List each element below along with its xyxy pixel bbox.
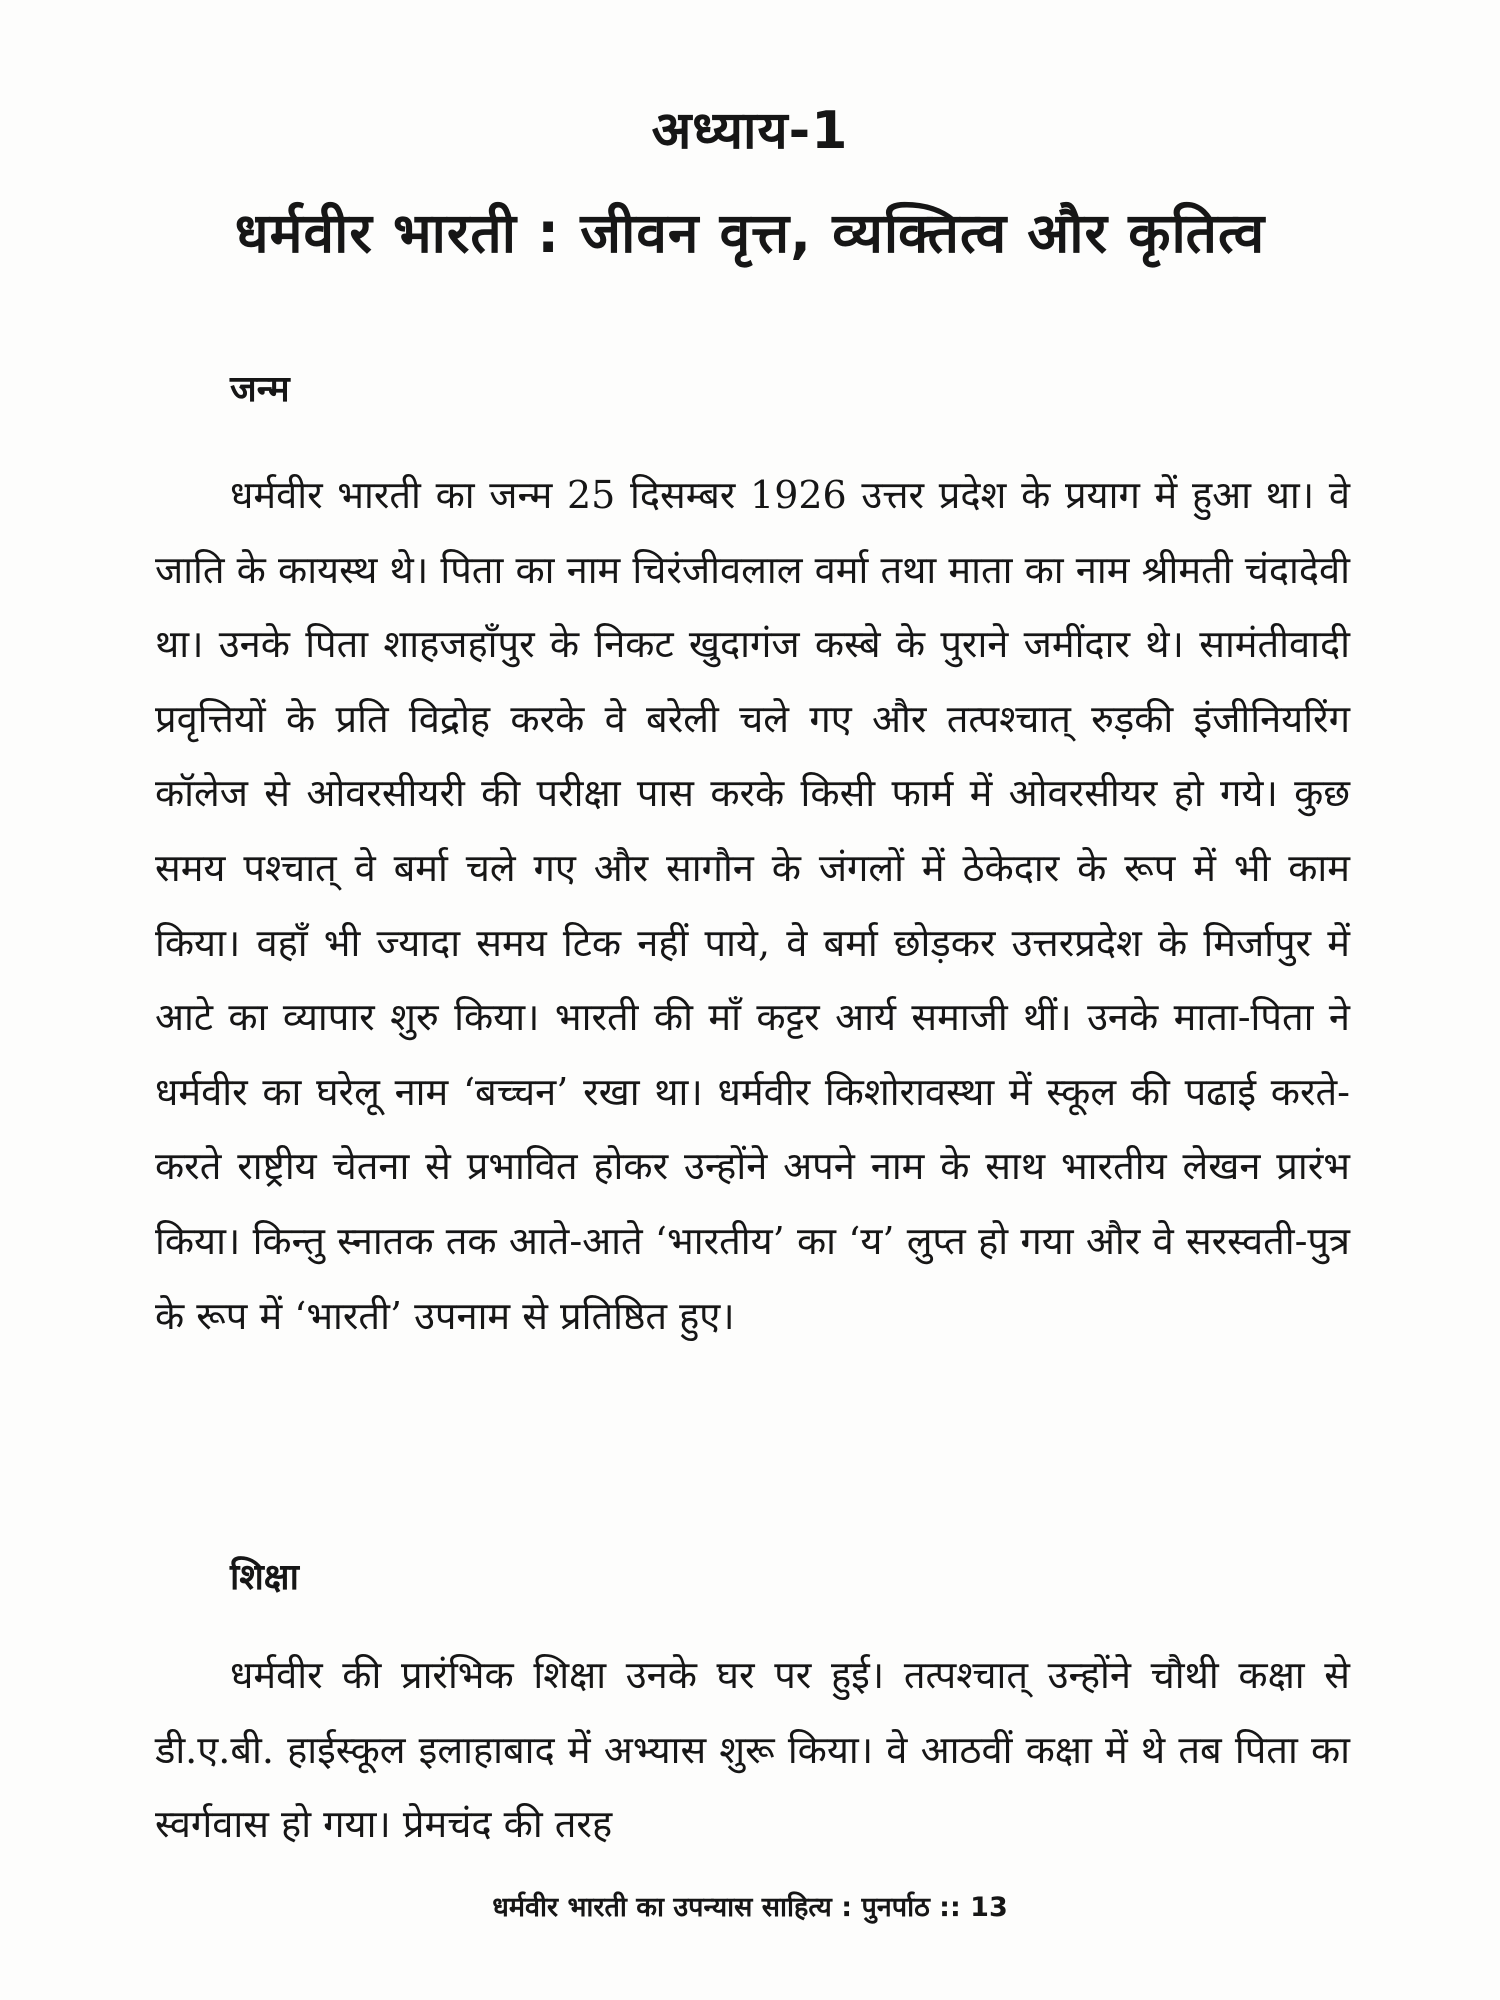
chapter-label: अध्याय-1 (651, 101, 849, 161)
chapter-title: धर्मवीर भारती : जीवन वृत्त, व्यक्तित्व और कृतित्व (234, 201, 1266, 265)
paragraph-education: धर्मवीर की प्रारंभिक शिक्षा उनके घर पर हुई। तत्पश्चात् उन्होंने चौथी कक्षा से डी.ए.बी. हाईस्कूल इलाहाबाद में अभ्यास शुरू किया। वे आठवीं कक्षा में थे तब पिता का स्वर्गवास हो गया। प्रेमचंद की तरह (155, 1653, 1350, 1847)
section-heading-birth: जन्म (230, 369, 290, 410)
section-heading-education: शिक्षा (230, 1557, 299, 1598)
page-footer: धर्मवीर भारती का उपन्यास साहित्य : पुनर्पाठ :: 13 (492, 1892, 1008, 1923)
paragraph-birth: धर्मवीर भारती का जन्म 25 दिसम्बर 1926 उत्तर प्रदेश के प्रयाग में हुआ था। वे जाति के कायस्थ थे। पिता का नाम चिरंजीवलाल वर्मा तथा माता का नाम श्रीमती चंदादेवी था। उनके पिता शाहजहाँपुर के निकट खुदागंज कस्बे के पुराने जमींदार थे। सामंतीवादी प्रवृत्तियों के प्रति विद्रोह करके वे बरेली चले गए और तत्पश्चात् रुड़की इंजीनियरिंग कॉलेज से ओवरसीयरी की परीक्षा पास करके किसी फार्म में ओवरसीयर हो गये। कुछ समय पश्चात् वे बर्मा चले गए और सागौन के जंगलों में ठेकेदार के रूप में भी काम किया। वहाँ भी ज्यादा समय टिक नहीं पाये, वे बर्मा छोड़कर उत्तरप्रदेश के मिर्जापुर में आटे का व्यापार शुरु किया। भारती की माँ कट्टर आर्य समाजी थीं। उनके माता-पिता ने धर्मवीर का घरेलू नाम ‘बच्चन’ रखा था। धर्मवीर किशोरावस्था में स्कूल की पढाई करते-करते राष्ट्रीय चेतना से प्रभावित होकर उन्होंने अपने नाम के साथ भारतीय लेखन प्रारंभ किया। किन्तु स्नातक तक आते-आते ‘भारतीय’ का ‘य’ लुप्त हो गया और वे सरस्वती-पुत्र के रूप में ‘भारती’ उपनाम से प्रतिष्ठित हुए। (155, 473, 1350, 1338)
